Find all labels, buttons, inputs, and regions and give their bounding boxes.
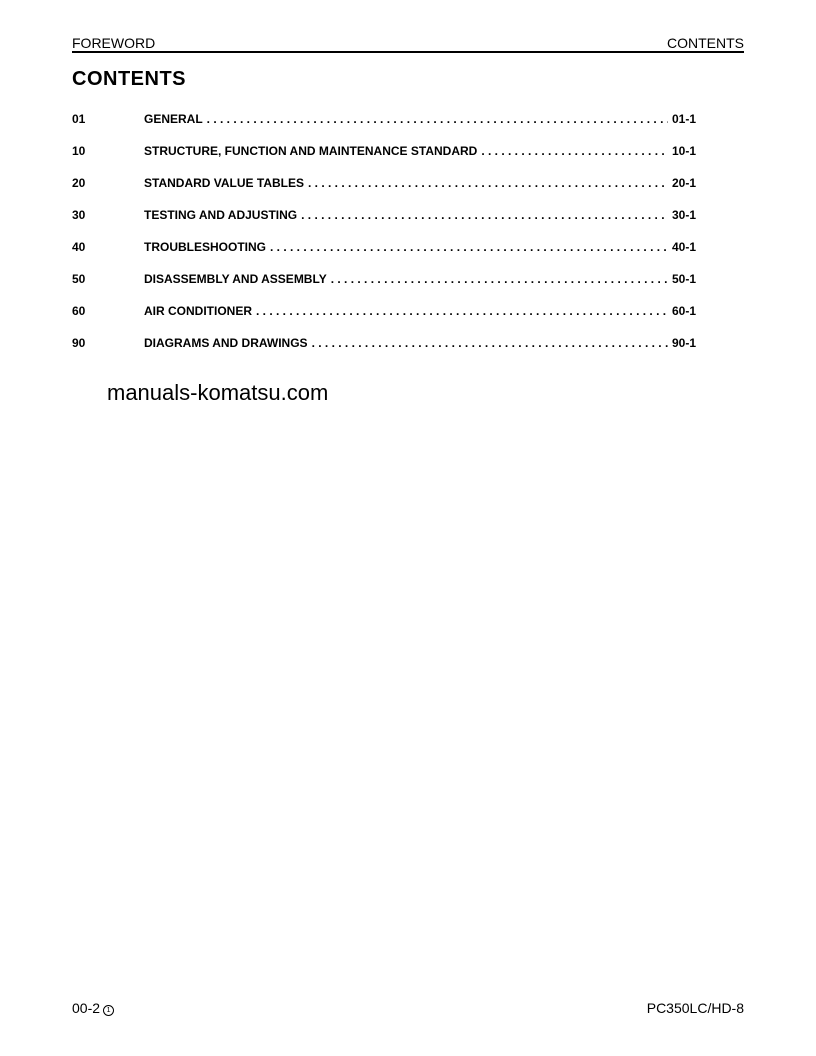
toc-title: TROUBLESHOOTING [144,240,266,254]
toc-number: 50 [72,272,86,286]
footer-model: PC350LC/HD-8 [646,1000,744,1016]
toc-leader [270,240,668,254]
toc-title: STANDARD VALUE TABLES [144,176,304,190]
toc-title: STRUCTURE, FUNCTION AND MAINTENANCE STANDARD [144,144,478,158]
footer-page-number [72,1000,114,1016]
page-title: CONTENTS [72,68,186,90]
toc-page: 50-1 [671,272,696,286]
toc-entry[interactable] [72,336,696,352]
toc-page: 30-1 [671,208,696,222]
toc-title: TESTING AND ADJUSTING [144,208,298,222]
toc-number: 30 [72,208,86,222]
toc-entry[interactable] [72,272,696,288]
toc-page: 01-1 [671,112,696,126]
toc-leader [301,208,668,222]
revision-mark-icon: 1 [103,1005,114,1016]
toc-page: 20-1 [671,176,696,190]
toc-entry[interactable] [72,240,696,256]
toc-entry[interactable] [72,208,696,224]
toc-leader [331,272,668,286]
toc-number: 40 [72,240,86,254]
toc-page: 10-1 [671,144,696,158]
page-number: 00-2 [72,1000,101,1016]
header-rule [72,51,744,53]
toc-title: AIR CONDITIONER [144,304,252,318]
toc-title: DISASSEMBLY AND ASSEMBLY [144,272,327,286]
toc-page: 90-1 [671,336,696,350]
toc-entry[interactable] [72,176,696,192]
toc-leader [207,112,668,126]
toc-number: 01 [72,112,86,126]
toc-title: DIAGRAMS AND DRAWINGS [144,336,308,350]
toc-leader [308,176,668,190]
toc-number: 20 [72,176,86,190]
toc-page: 40-1 [671,240,696,254]
header-section: FOREWORD [72,35,156,51]
toc-title: GENERAL [144,112,203,126]
toc-page: 60-1 [671,304,696,318]
toc-number: 10 [72,144,86,158]
toc-leader [256,304,668,318]
toc-number: 60 [72,304,86,318]
toc-leader [312,336,668,350]
toc-entry[interactable] [72,112,696,128]
toc-number: 90 [72,336,86,350]
header-chapter: CONTENTS [667,35,744,51]
watermark: manuals-komatsu.com [107,380,329,405]
toc-leader [481,144,668,158]
toc-entry[interactable] [72,304,696,320]
toc-entry[interactable] [72,144,696,160]
